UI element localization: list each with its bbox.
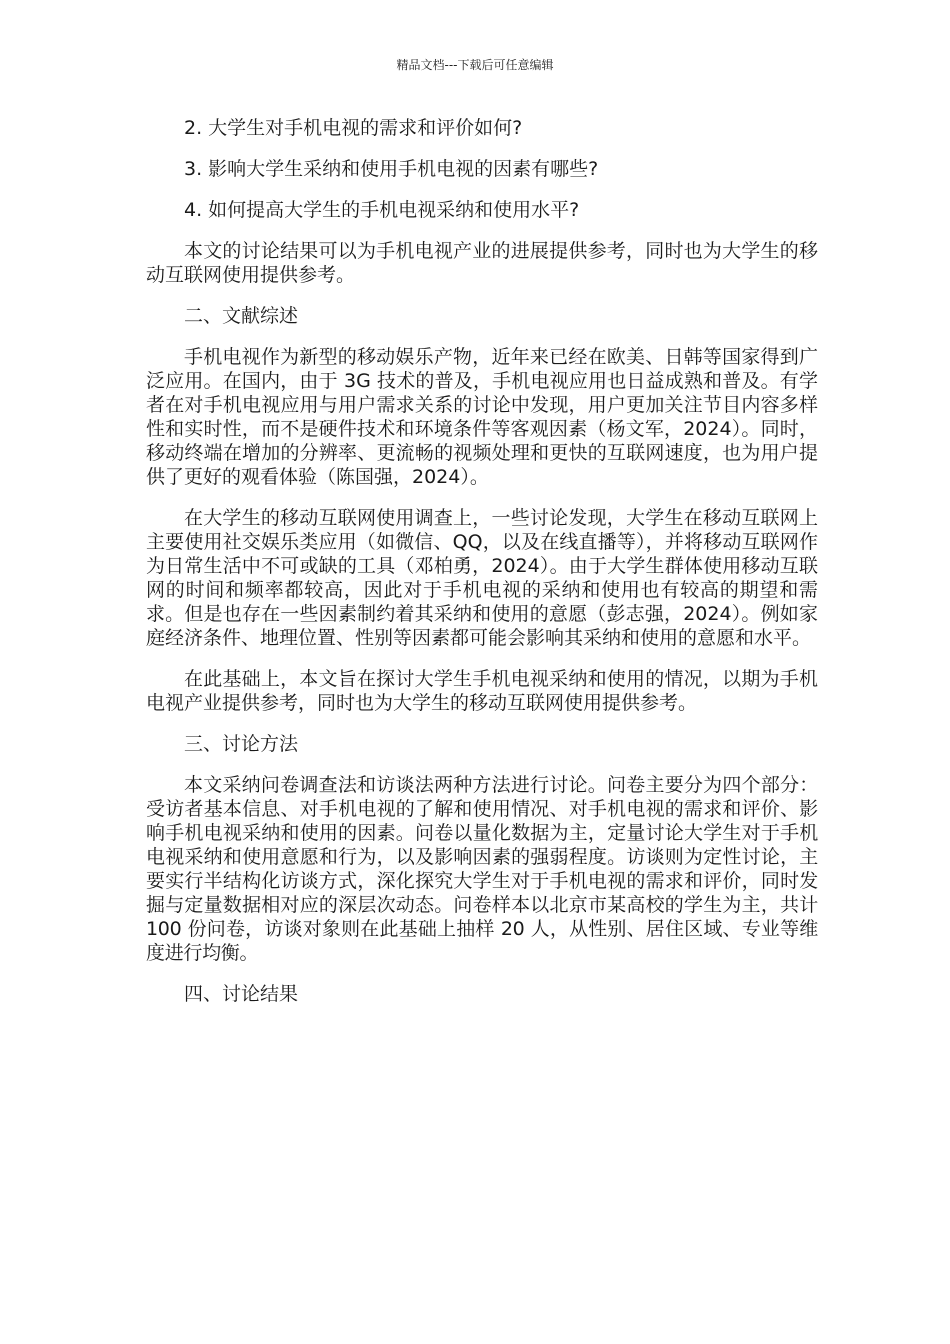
literature-review-paragraph-2: 在大学生的移动互联网使用调查上，一些讨论发现，大学生在移动互联网上主要使用社交娱乐类应用（如微信、QQ，以及在线直播等），并将移动互联网作为日常生活中不可或缺的工具（邓柏勇，2024）。由于大学生群体使用移动互联网的时间和频率都较高，因此对于手机电视的采纳和使用也有较高的期望和需求。但是也存在一些因素制约着其采纳和使用的意愿（彭志强，2024）。例如家庭经济条件、地理位置、性别等因素都可能会影响其采纳和使用的意愿和水平。	[146, 507, 818, 649]
question-2: 2. 大学生对手机电视的需求和评价如何?	[184, 117, 523, 139]
section-3-heading: 三、讨论方法	[184, 733, 299, 755]
section-2-heading: 二、文献综述	[184, 305, 299, 327]
document-body	[146, 116, 818, 1023]
question-3: 3. 影响大学生采纳和使用手机电视的因素有哪些?	[184, 158, 599, 180]
method-paragraph: 本文采纳问卷调查法和访谈法两种方法进行讨论。问卷主要分为四个部分：受访者基本信息、对手机电视的了解和使用情况、对手机电视的需求和评价、影响手机电视采纳和使用的因素。问卷以量化数据为主，定量讨论大学生对于手机电视采纳和使用意愿和行为，以及影响因素的强弱程度。访谈则为定性讨论，主要实行半结构化访谈方式，深化探究大学生对于手机电视的需求和评价，同时发掘与定量数据相对应的深层次动态。问卷样本以北京市某高校的学生为主，共计 100 份问卷，访谈对象则在此基础上抽样 20 人，从性别、居住区域、专业等维度进行均衡。	[146, 774, 818, 964]
page-header: 精品文档---下载后可任意编辑	[396, 58, 554, 72]
literature-review-paragraph-3: 在此基础上，本文旨在探讨大学生手机电视采纳和使用的情况，以期为手机电视产业提供参考，同时也为大学生的移动互联网使用提供参考。	[146, 668, 818, 714]
intro-conclusion-paragraph: 本文的讨论结果可以为手机电视产业的进展提供参考，同时也为大学生的移动互联网使用提供参考。	[146, 240, 818, 286]
section-4-heading: 四、讨论结果	[184, 983, 299, 1005]
literature-review-paragraph-1: 手机电视作为新型的移动娱乐产物，近年来已经在欧美、日韩等国家得到广泛应用。在国内，由于 3G 技术的普及，手机电视应用也日益成熟和普及。有学者在对手机电视应用与用户需求关系的讨论中发现，用户更加关注节目内容多样性和实时性，而不是硬件技术和环境条件等客观因素（杨文军，2024）。同时，移动终端在增加的分辨率、更流畅的视频处理和更快的互联网速度，也为用户提供了更好的观看体验（陈国强，2024）。	[146, 346, 818, 488]
question-4: 4. 如何提高大学生的手机电视采纳和使用水平?	[184, 199, 580, 221]
